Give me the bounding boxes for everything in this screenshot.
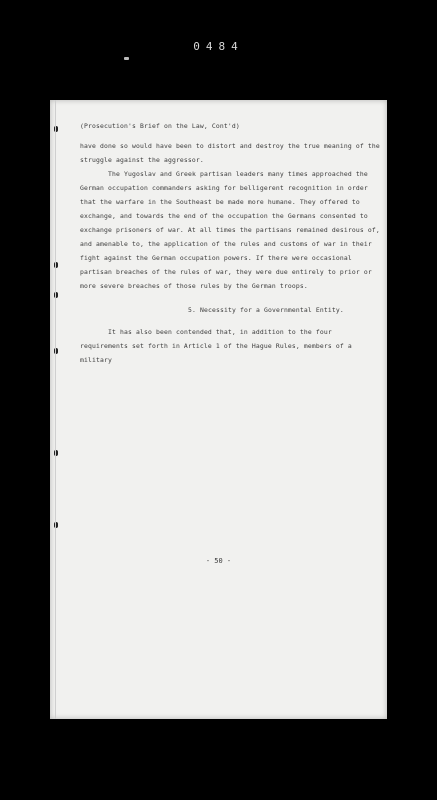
paragraph-section-5: It has also been contended that, in addition to the four requirements set forth in Article 1 of the Hague Rules, members of a military (80, 328, 352, 364)
document-text (80, 122, 380, 367)
frame-mark (124, 57, 129, 60)
document-page (50, 100, 387, 719)
page-number: - 50 - (205, 557, 232, 565)
section-heading: 5. Necessity for a Governmental Entity. (188, 306, 344, 314)
paragraph-continuation: have done so would have been to distort and destroy the true meaning of the struggle against the aggressor. (80, 142, 380, 164)
frame-number: 0484 (193, 40, 244, 53)
brief-heading: (Prosecution's Brief on the Law, Cont'd) (80, 122, 240, 130)
page-edge-line (55, 100, 56, 719)
paragraph-partisans: The Yugoslav and Greek partisan leaders many times approached the German occupation commanders asking for belligerent recognition in order that the warfare in the Southeast be made more humane. They offered to exchange, and towards the end of the occupation the Germans consented to exchange prisoners of war. At all times the partisans remained desirous of, and amenable to, the application of the rules and customs of war in their fight against the German occupation powers. If there were occasional partisan breaches of the rules of war, they were due entirely to prior or more severe breaches of those rules by the German troops. (80, 170, 380, 290)
